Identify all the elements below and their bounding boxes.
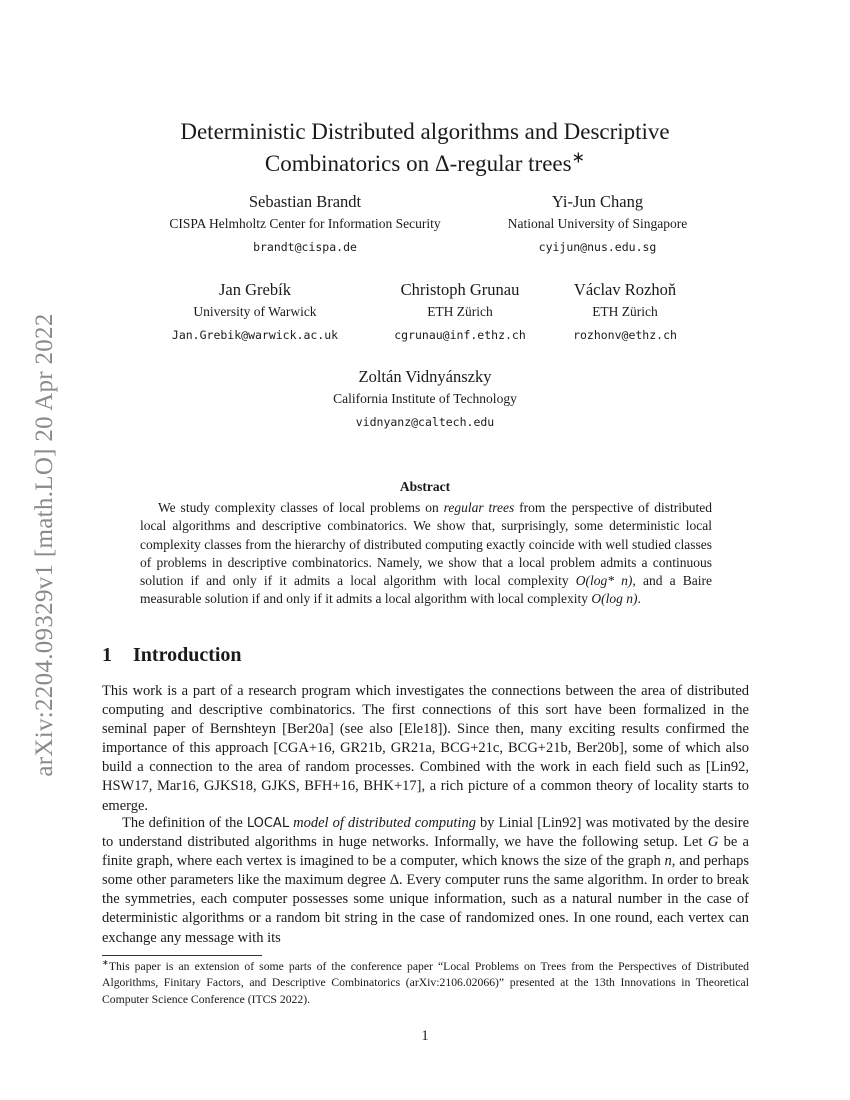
author-affiliation: University of Warwick [193, 304, 317, 319]
author-name: Yi-Jun Chang [551, 192, 644, 211]
paper-title [100, 116, 750, 180]
author-block [540, 279, 710, 347]
author-name: Jan Grebík [219, 280, 291, 299]
author-email[interactable]: cgrunau@inf.ethz.ch [394, 328, 526, 342]
author-name: Václav Rozhoň [573, 280, 677, 299]
author-affiliation: ETH Zürich [592, 304, 658, 319]
author-affiliation: California Institute of Technology [333, 391, 517, 406]
title-line-1: Deterministic Distributed algorithms and Descriptive [180, 119, 670, 144]
body-paragraph: This work is a part of a research program which investigates the connections between the area of distributed computing and descriptive combinatorics. The first connections of this sort have been formalized in the seminal paper of Bernshteyn [Ber20a] (see also [Ele18]). Since then, many exciting results confirmed the importance of this approach [CGA+16, GR21b, GR21a, BCG+21c, BCG+21b, Ber20b], some of which also build a connection to the area of random processes. Combined with the work in each field such as [Lin92, HSW17, Mar16, GJKS18, GJKS, BFH+16, BHK+17], a rich picture of a common theory of locality starts to emerge. [102, 683, 749, 814]
author-email[interactable]: brandt@cispa.de [253, 240, 357, 254]
author-name: Christoph Grunau [400, 280, 520, 299]
author-email[interactable]: rozhonv@ethz.ch [573, 328, 677, 342]
author-email[interactable]: vidnyanz@caltech.edu [355, 415, 495, 429]
math-expression: O(log n) [591, 591, 638, 607]
title-footnote-mark[interactable]: ∗ [571, 149, 586, 167]
author-affiliation: ETH Zürich [427, 304, 493, 319]
arxiv-identifier-stamp: arXiv:2204.09329v1 [math.LO] 20 Apr 2022 [31, 313, 58, 777]
author-affiliation: CISPA Helmholtz Center for Information Security [169, 216, 441, 231]
author-name: Sebastian Brandt [248, 192, 362, 211]
section-title: Introduction [133, 644, 242, 666]
math-expression: O(log* n) [575, 573, 633, 589]
author-block [275, 366, 575, 434]
author-block [480, 191, 715, 259]
section-heading [102, 644, 242, 667]
page-number: 1 [421, 1028, 429, 1044]
footnote-divider [102, 955, 262, 956]
footnote: ∗This paper is an extension of some parts of the conference paper “Local Problems on Trees from the Perspectives of Distributed Algorithms, Finitary Factors, and Descriptive Combinatorics (arXiv:2106.02066)” presented at the 13th Innovations in Theoretical Computer Science Conference (ITCS 2022). [102, 958, 749, 1006]
author-name: Zoltán Vidnyánszky [358, 367, 492, 386]
body-paragraph: The definition of the LOCAL model of distributed computing by Linial [Lin92] was motivated by the desire to understand distributed algorithms in huge networks. Informally, we have the following setup. Let G be a finite graph, where each vertex is imagined to be a computer, which knows the size of the graph n, and perhaps some other parameters like the maximum degree Δ. Every computer runs the same algorithm. In order to break the symmetries, each computer possesses some unique information, such as a natural number in the case of deterministic algorithms or a random bit string in the case of randomized ones. In one round, each vertex can exchange any message with its [102, 815, 750, 946]
author-block [360, 279, 560, 347]
author-email[interactable]: cyijun@nus.edu.sg [538, 240, 657, 254]
section-number: 1 [102, 644, 112, 666]
author-affiliation: National University of Singapore [507, 216, 688, 231]
local-model-name: LOCAL [246, 816, 290, 831]
author-block [130, 191, 480, 259]
footnote-mark: ∗ [102, 958, 109, 968]
author-block [150, 279, 360, 347]
title-line-2: Combinatorics on Δ-regular trees∗ [264, 149, 586, 176]
abstract-text: We study complexity classes of local problems on regular trees from the perspective of distributed local algorithms and descriptive combinatorics. We show that, surprisingly, some deterministic local complexity classes from the hierarchy of distributed computing exactly coincide with well studied classes of problems in descriptive combinatorics. Namely, we show that a local problem admits a continuous solution if and only if it admits a local algorithm with local complexity O(log* n), and a Baire measurable solution if and only if it admits a local algorithm with local complexity O(log n). [140, 500, 712, 607]
author-email[interactable]: Jan.Grebik@warwick.ac.uk [171, 328, 339, 342]
abstract-heading: Abstract [399, 479, 451, 494]
